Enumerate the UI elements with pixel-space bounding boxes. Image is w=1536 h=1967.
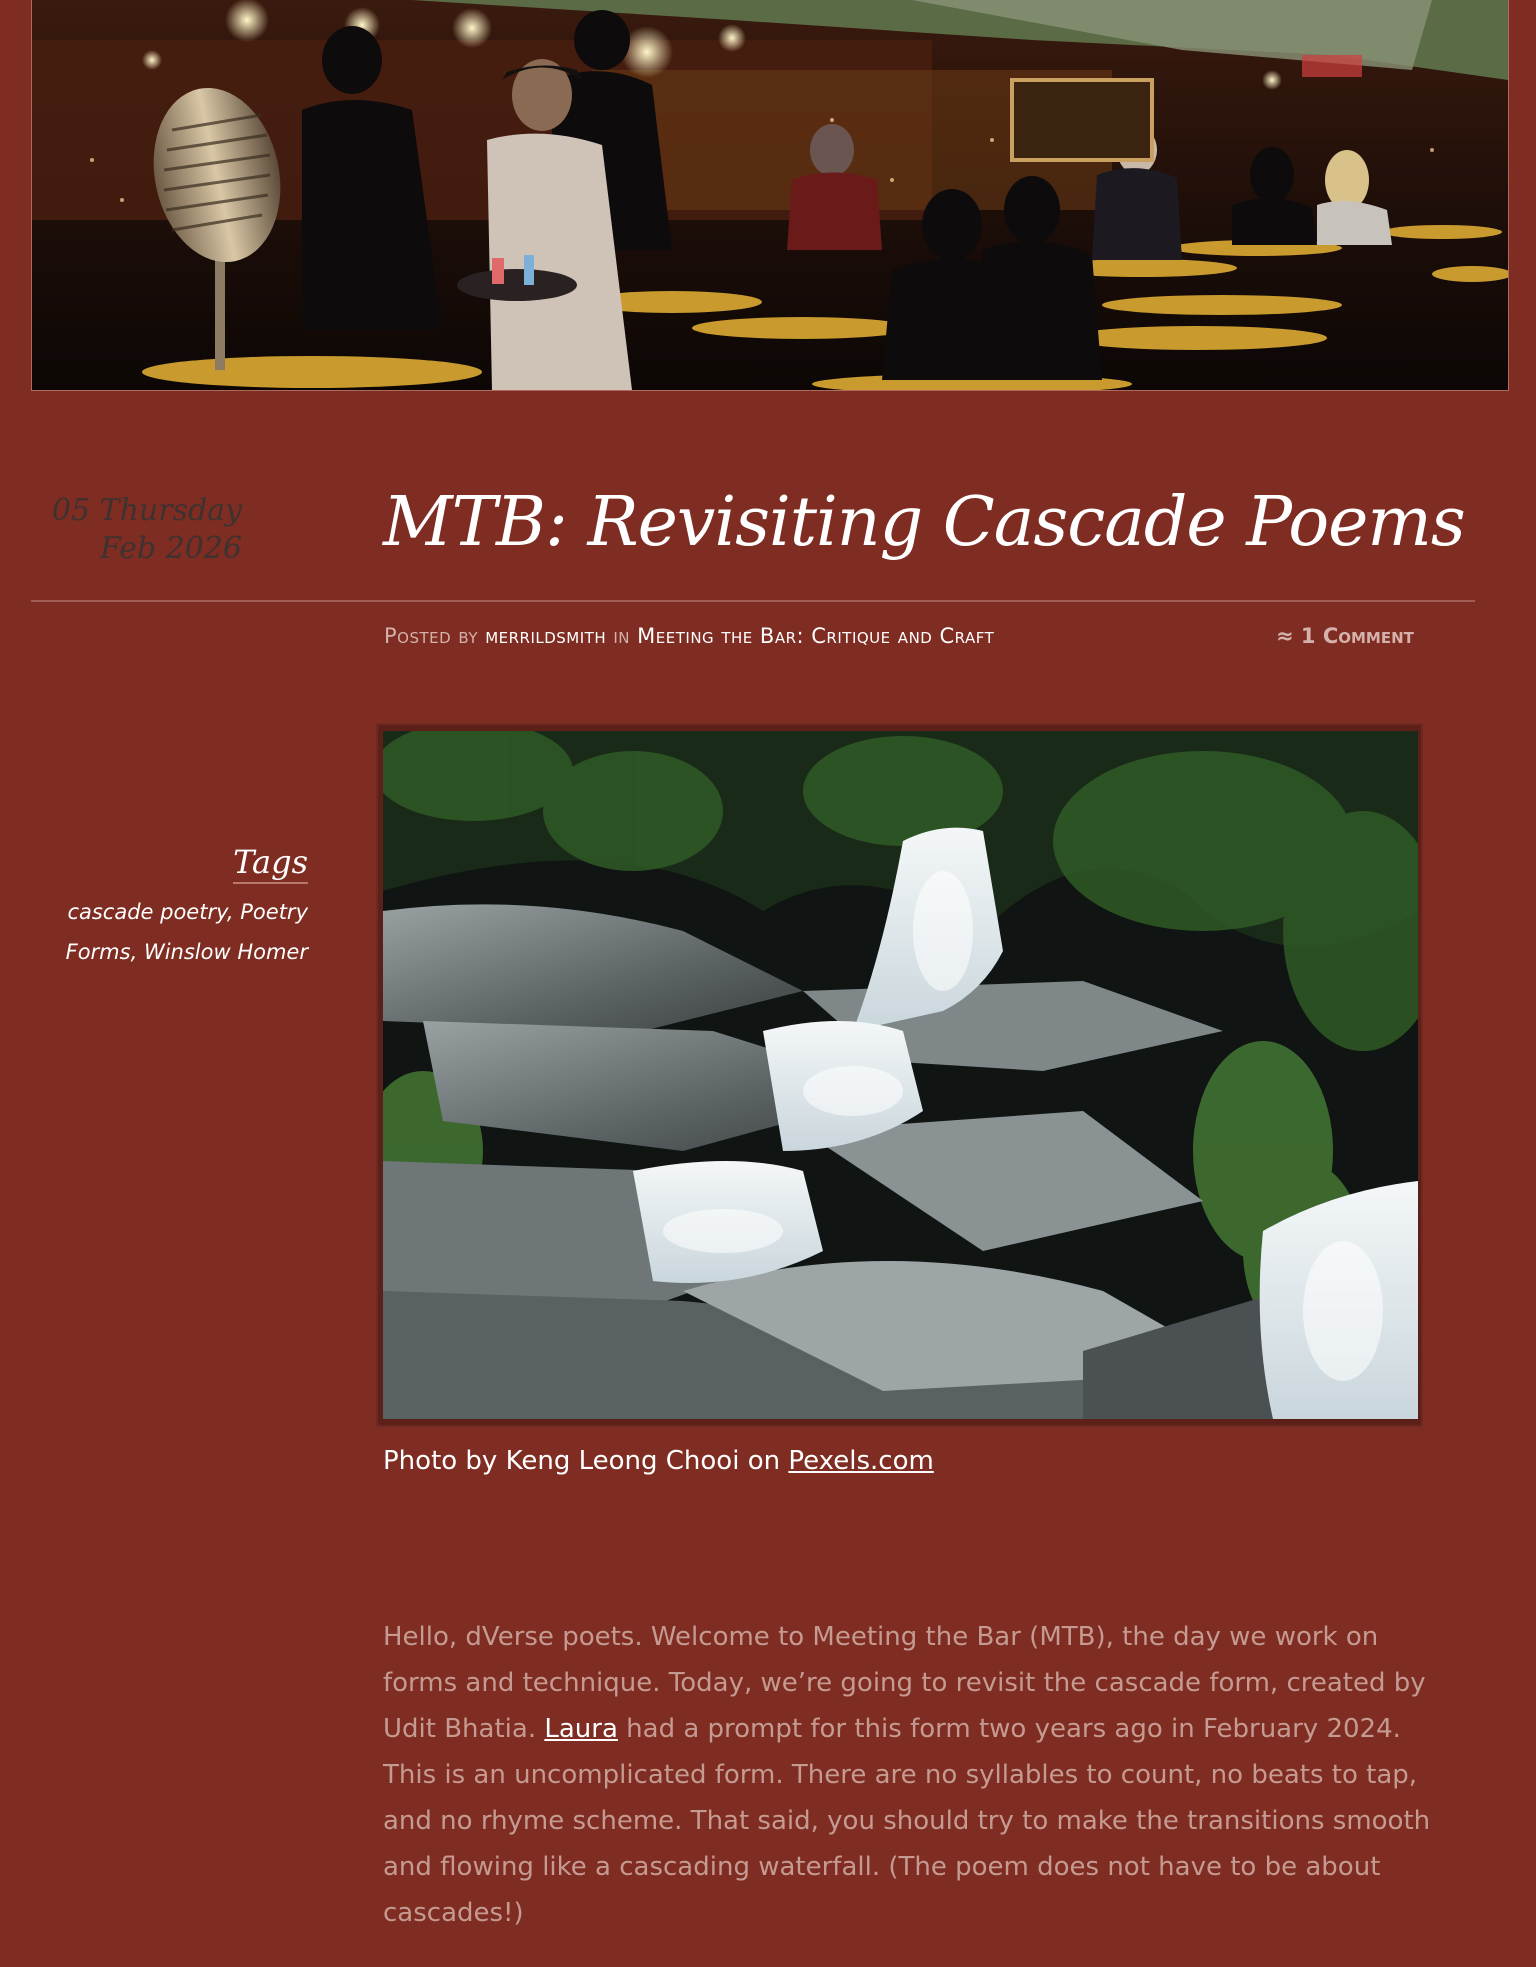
tag-link-cascade-poetry[interactable]: cascade poetry: [67, 900, 227, 924]
featured-image-frame: [376, 723, 1423, 1427]
comments-link[interactable]: ≈ 1 Comment: [1276, 624, 1414, 648]
caption-text: Photo by Keng Leong Chooi on: [383, 1446, 789, 1476]
caption-source-link[interactable]: Pexels.com: [788, 1446, 934, 1476]
post-meta: [384, 624, 994, 648]
posted-by-label: Posted by: [384, 624, 478, 648]
post-date: [50, 492, 242, 568]
post-date-weekday: 05 Thursday: [51, 493, 242, 528]
body-text-part1: Hello, dVerse poets. Welcome to Meeting the Bar (MTB), the day we work on forms and technique. Today, we’re going to revisit the cascade form, created by Udit Bhatia.: [383, 1622, 1426, 1744]
tags-title: Tags: [233, 842, 308, 884]
waterfall-photo: [383, 731, 1418, 1419]
post-title[interactable]: MTB: Revisiting Cascade Poems: [383, 483, 1465, 562]
title-divider: [31, 600, 1475, 602]
laura-link[interactable]: Laura: [544, 1714, 618, 1744]
author-link[interactable]: merrildsmith: [485, 624, 607, 648]
tag-separator: ,: [226, 900, 241, 924]
tag-separator: ,: [130, 940, 144, 964]
tags-list: [30, 892, 308, 972]
tag-link-winslow-homer[interactable]: Winslow Homer: [143, 940, 308, 964]
body-text-part2: had a prompt for this form two years ago in February 2024. This is an uncomplicated form. There are no syllables to count, no beats to tap, and no rhyme scheme. That said, you should try to make the transitions smooth and flowing like a cascading waterfall. (The poem does not have to be about cascades!): [383, 1714, 1431, 1928]
tag-link-poetry-forms[interactable]: Poetry Forms: [65, 900, 308, 964]
category-link[interactable]: Meeting the Bar: Critique and Craft: [637, 624, 995, 648]
tags-widget: [30, 842, 308, 972]
post-body-paragraph: [383, 1614, 1443, 1936]
bar-scene-image: [32, 0, 1508, 390]
post-date-month-year: Feb 2026: [99, 531, 242, 566]
image-caption: [383, 1443, 934, 1479]
header-banner: [31, 0, 1509, 391]
in-label: in: [613, 624, 630, 648]
